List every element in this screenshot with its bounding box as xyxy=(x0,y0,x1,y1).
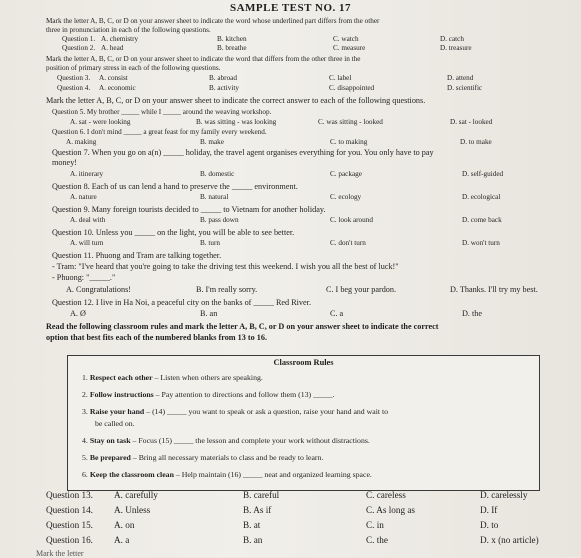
classroom-rules-box xyxy=(67,355,540,491)
q15-option-d[interactable]: D. to xyxy=(480,520,499,530)
q10-option-b[interactable]: B. turn xyxy=(200,239,220,247)
q3-option-c[interactable]: C. label xyxy=(329,74,352,82)
question-9-stem: Question 9. Many foreign tourists decided to _____ to Vietnam for another holiday. xyxy=(52,205,326,214)
q10-option-a[interactable]: A. will turn xyxy=(70,239,104,247)
q16-option-d[interactable]: D. x (no article) xyxy=(480,535,539,545)
q2-option-a[interactable]: A. head xyxy=(101,44,124,52)
q16-option-a[interactable]: A. a xyxy=(114,535,130,545)
q5-option-b[interactable]: B. was sitting - was looking xyxy=(196,118,277,126)
q16-option-c[interactable]: C. the xyxy=(366,535,388,545)
q1-option-b[interactable]: B. kitchen xyxy=(217,35,247,43)
question-10-options xyxy=(0,239,581,251)
q4-option-a[interactable]: A. economic xyxy=(99,84,136,92)
q15-option-c[interactable]: C. in xyxy=(366,520,384,530)
question-14: Question 14. A. Unless B. As if C. As long as D. If xyxy=(46,505,498,515)
rule-6: 6. Keep the classroom clean – Help maintain (16) _____ neat and organized learning space. xyxy=(82,470,372,479)
q15-option-a[interactable]: A. on xyxy=(114,520,135,530)
q7-option-b[interactable]: B. domestic xyxy=(200,170,235,178)
q3-option-a[interactable]: A. consist xyxy=(99,74,128,82)
q1-option-a[interactable]: A. chemistry xyxy=(101,35,139,43)
q8-option-a[interactable]: A. nature xyxy=(70,193,97,201)
q2-option-c[interactable]: C. measure xyxy=(333,44,366,52)
q4-option-b[interactable]: B. activity xyxy=(209,84,239,92)
q11-option-c[interactable]: C. I beg your pardon. xyxy=(326,285,397,294)
rule-3-cont: be called on. xyxy=(95,419,135,428)
q7-option-d[interactable]: D. self-guided xyxy=(462,170,504,178)
q2-option-b[interactable]: B. breathe xyxy=(217,44,247,52)
q16-option-b[interactable]: B. an xyxy=(243,535,263,545)
question-12-stem: Question 12. I live in Ha Noi, a peaceful city on the banks of _____ Red River. xyxy=(52,298,311,307)
q6-option-b[interactable]: B. make xyxy=(200,138,224,146)
q4-option-d[interactable]: D. scientific xyxy=(447,84,483,92)
question-11-stem: Question 11. Phuong and Tram are talking together. xyxy=(52,251,222,260)
classroom-rules-title: Classroom Rules xyxy=(273,358,334,367)
q3-option-b[interactable]: B. abroad xyxy=(209,74,237,82)
q14-option-c[interactable]: C. As long as xyxy=(366,505,416,515)
section3-instruction: Mark the letter A, B, C, or D on your answer sheet to indicate the correct answer to each of the following questions. xyxy=(46,96,426,105)
q12-option-b[interactable]: B. an xyxy=(200,309,218,318)
q10-option-c[interactable]: C. don't turn xyxy=(330,239,366,247)
rule-1: 1. Respect each other – Listen when others are speaking. xyxy=(82,373,263,382)
section1-instruction-cont: three in pronunciation in each of the following questions. xyxy=(46,26,211,34)
section1-instruction: Mark the letter A, B, C, or D on your answer sheet to indicate the word whose underlined part differs from the other xyxy=(46,17,380,25)
section2-instruction: Mark the letter A, B, C, or D on your answer sheet to indicate the word that differs from the other three in the xyxy=(46,55,361,63)
section4-instruction-cont: option that best fits each of the numbered blanks from 13 to 16. xyxy=(46,333,267,342)
q14-option-a[interactable]: A. Unless xyxy=(114,505,151,515)
q6-option-d[interactable]: D. to make xyxy=(460,138,492,146)
q13-option-b[interactable]: B. careful xyxy=(243,490,280,500)
question-12-options xyxy=(0,309,581,321)
q9-option-d[interactable]: D. come back xyxy=(462,216,502,224)
q2-option-d[interactable]: D. treasure xyxy=(440,44,472,52)
question-7-stem-cont: money! xyxy=(52,158,78,167)
q13-option-d[interactable]: D. carelessly xyxy=(480,490,528,500)
q3-option-d[interactable]: D. attend xyxy=(447,74,474,82)
q9-option-a[interactable]: A. deal with xyxy=(70,216,106,224)
q8-option-b[interactable]: B. natural xyxy=(200,193,229,201)
rule-2: 2. Follow instructions – Pay attention to directions and follow them (13) _____. xyxy=(82,390,335,399)
question-8-stem: Question 8. Each of us can lend a hand to preserve the _____ environment. xyxy=(52,182,298,191)
question-2: Question 2. A. head B. breathe C. measure D. treasure xyxy=(62,44,472,52)
cut-off-next-instruction: Mark the letter xyxy=(36,549,84,558)
q13-option-c[interactable]: C. careless xyxy=(366,490,406,500)
q11-option-a[interactable]: A. Congratulations! xyxy=(66,285,132,294)
question-3: Question 3. A. consist B. abroad C. label D. attend xyxy=(57,74,474,82)
q4-option-c[interactable]: C. disappointed xyxy=(329,84,375,92)
page-title: SAMPLE TEST NO. 17 xyxy=(229,2,352,14)
question-11-phuong-line: - Phuong: "_____." xyxy=(52,273,116,282)
q1-option-c[interactable]: C. watch xyxy=(333,35,359,43)
q12-option-a[interactable]: A. Ø xyxy=(70,309,86,318)
q9-option-b[interactable]: B. pass down xyxy=(200,216,239,224)
q14-option-b[interactable]: B. As if xyxy=(243,505,272,515)
q6-option-c[interactable]: C. to making xyxy=(330,138,368,146)
section4-instruction: Read the following classroom rules and mark the letter A, B, C, or D on your answer sheet to indicate the correct xyxy=(46,322,439,331)
rule-5: 5. Be prepared – Bring all necessary materials to class and be ready to learn. xyxy=(82,453,324,462)
question-16: Question 16. A. a B. an C. the D. x (no article) xyxy=(46,535,539,545)
q8-option-c[interactable]: C. ecology xyxy=(330,193,362,201)
q11-option-d[interactable]: D. Thanks. I'll try my best. xyxy=(450,285,538,294)
q14-option-d[interactable]: D. If xyxy=(480,505,498,515)
q12-option-c[interactable]: C. a xyxy=(330,309,344,318)
q10-option-d[interactable]: D. won't turn xyxy=(462,239,500,247)
q13-option-a[interactable]: A. carefully xyxy=(114,490,158,500)
question-9-options xyxy=(0,216,581,228)
question-6-stem: Question 6. I don't mind _____ a great feast for my family every weekend. xyxy=(52,128,267,136)
q1-option-d[interactable]: D. catch xyxy=(440,35,464,43)
question-15: Question 15. A. on B. at C. in D. to xyxy=(46,520,499,530)
q8-option-d[interactable]: D. ecological xyxy=(462,193,501,201)
q5-option-a[interactable]: A. sat - were looking xyxy=(70,118,131,126)
q7-option-c[interactable]: C. package xyxy=(330,170,362,178)
question-10-stem: Question 10. Unless you _____ on the light, you will be able to see better. xyxy=(52,228,295,237)
rule-3: 3. Raise your hand – (14) _____ you want to speak or ask a question, raise your hand and wait to xyxy=(82,407,389,416)
q11-option-b[interactable]: B. I'm really sorry. xyxy=(196,285,258,294)
q9-option-c[interactable]: C. look around xyxy=(330,216,373,224)
q7-option-a[interactable]: A. itinerary xyxy=(70,170,104,178)
question-8-options xyxy=(0,193,581,205)
q6-option-a[interactable]: A. making xyxy=(66,138,97,146)
q5-option-c[interactable]: C. was sitting - looked xyxy=(318,118,383,126)
q15-option-b[interactable]: B. at xyxy=(243,520,261,530)
question-4: Question 4. A. economic B. activity C. disappointed D. scientific xyxy=(57,84,483,92)
rule-4: 4. Stay on task – Focus (15) _____ the lesson and complete your work without distractions. xyxy=(82,436,370,445)
question-11-options xyxy=(0,285,581,297)
question-1: Question 1. A. chemistry B. kitchen C. watch D. catch xyxy=(62,35,464,43)
question-7-options xyxy=(0,170,581,182)
question-13: Question 13. A. carefully B. careful C. careless D. carelessly xyxy=(46,490,528,500)
question-5-stem: Question 5. My brother _____ while I _____ around the weaving workshop. xyxy=(52,108,272,116)
q5-option-d[interactable]: D. sat - looked xyxy=(450,118,493,126)
section2-instruction-cont: position of primary stress in each of the following questions. xyxy=(46,64,221,72)
q12-option-d[interactable]: D. the xyxy=(462,309,483,318)
question-11-tram-line: - Tram: "I've heard that you're going to take the driving test this weekend. I wish you all the best of luck!" xyxy=(52,262,399,271)
question-7-stem: Question 7. When you go on a(n) _____ holiday, the travel agent organises everything for you. You only have to pay xyxy=(52,148,434,157)
